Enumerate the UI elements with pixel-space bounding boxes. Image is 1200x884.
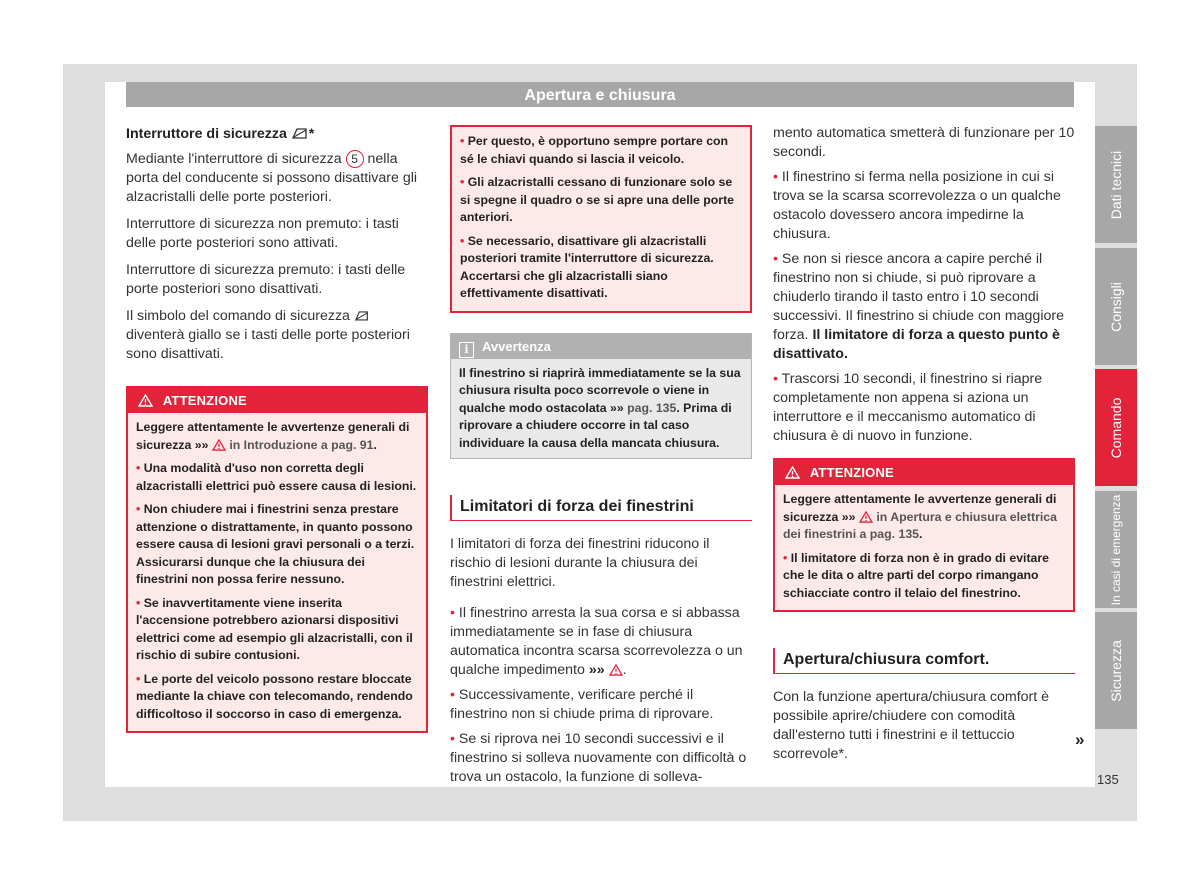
continue-arrow-icon: » [1075, 730, 1085, 749]
warning-bullet: • Non chiudere mai i finestrini senza prestare attenzione o distrattamente, in quanto possono essere causa di lesioni gravi personali o a terzi. Assicurarsi dunque che la chiusura dei finestrini non possa ferire nessuno. [136, 502, 415, 586]
warning-bullet: • Per questo, è opportuno sempre portare con sé le chiavi quando si lascia il veicolo. [460, 134, 729, 166]
warning-body [128, 413, 426, 731]
bullet-item: • Successivamente, verificare perché il finestrino non si chiude prima di riprovare. [450, 687, 714, 722]
paragraph: Mediante l'interruttore di sicurezza 5 nella porta del conducente si possono disattivare gli alzacristalli delle porte posteriori. [126, 151, 418, 205]
warning-bullet: • Gli alzacristalli cessano di funzionare solo se si spegne il quadro o se si apre una delle porte anteriori. [460, 175, 735, 224]
warning-triangle-icon [138, 394, 153, 407]
tab-in-casi-di-emergenza[interactable]: In casi di emergenza [1095, 491, 1137, 608]
callout-number-badge: 5 [346, 150, 364, 168]
paragraph: Interruttore di sicurezza premuto: i tasti delle porte posteriori sono disattivati. [126, 262, 406, 297]
bullet-item: • Il finestrino si ferma nella posizione in cui si trova se la scarsa scorrevolezza o un qualche ostacolo dovessero ancora impedirne la chiusura. [773, 169, 1061, 242]
bullet-item: • Il finestrino arresta la sua corsa e si abbassa immediatamente se in fase di chiusura automatica incontra scarsa scorrevolezza o un qualche impedimento »» . [450, 605, 743, 678]
bullet-item: • Trascorsi 10 secondi, il finestrino si riapre completamente non appena si aziona un interruttore e il meccanismo automatico di chiusura è di nuovo in funzione. [773, 371, 1043, 444]
warning-triangle-icon [859, 511, 873, 523]
warning-box [773, 458, 1075, 612]
bullet-item: • Se non si riesce ancora a capire perché il finestrino non si chiude, si può riprovare a chiuderlo tirando il tasto entro i 10 secondi successivi. Il finestrino si chiude con maggiore forza. Il limitatore di forza a questo punto è disattivato. [773, 251, 1064, 362]
warning-header: ATTENZIONE [128, 388, 426, 413]
bullet-item: • Se si riprova nei 10 secondi successivi e il finestrino si solleva nuovamente con difficoltà o trova un ostacolo, la funzione di solleva- [450, 731, 747, 785]
warning-bullet: • Una modalità d'uso non corretta degli alzacristalli elettrici può essere causa di lesioni. [136, 461, 417, 493]
page-reference-link[interactable]: pag. 135 [627, 400, 677, 415]
section-title: Limitatori di forza dei finestrini [450, 495, 752, 521]
tab-consigli[interactable]: Consigli [1095, 248, 1137, 365]
note-header: i Avvertenza [451, 334, 751, 359]
warning-triangle-icon [609, 664, 623, 676]
warning-intro: Leggere attentamente le avvertenze generali di sicurezza »» in Introduzione a pag. 91. [136, 420, 410, 452]
paragraph: Il simbolo del comando di sicurezza diventerà giallo se i tasti delle porte posteriori sono disattivati. [126, 308, 410, 362]
column-2 [450, 125, 752, 795]
warning-triangle-icon [785, 466, 800, 479]
window-lock-icon [354, 309, 370, 322]
warning-bullet: • Se inavvertitamente viene inserita l'accensione potrebbero azionarsi dispositivi elettrici come ad esempio gli alzacristalli, con il rischio di subire contusioni. [136, 595, 413, 662]
warning-body [452, 127, 750, 311]
window-lock-icon [291, 126, 309, 140]
info-icon: i [459, 342, 474, 358]
column-3 [773, 124, 1075, 772]
warning-body [775, 485, 1073, 610]
warning-intro: Leggere attentamente le avvertenze generali di sicurezza »» in Apertura e chiusura elettrica dei finestrini a pag. 135. [783, 492, 1057, 541]
tab-dati-tecnici[interactable]: Dati tecnici [1095, 126, 1137, 243]
column-1 [126, 125, 428, 741]
page-reference-link[interactable]: in Introduzione a pag. 91 [229, 437, 374, 452]
warning-header: ATTENZIONE [775, 460, 1073, 485]
tab-comando[interactable]: Comando [1095, 369, 1137, 486]
page-header: Apertura e chiusura [126, 82, 1074, 107]
paragraph: mento automatica smetterà di funzionare per 10 secondi. [773, 125, 1075, 160]
section-title: Apertura/chiusura comfort. [773, 648, 1075, 674]
warning-box [126, 386, 428, 733]
warning-bullet: • Se necessario, disattivare gli alzacristalli posteriori tramite l'interruttore di sicurezza. Accertarsi che gli alzacristalli siano effettivamente disattivati. [460, 233, 714, 300]
note-body: Il finestrino si riaprirà immediatamente se la sua chiusura risulta poco scorrevole o viene in qualche modo ostacolata »» pag. 135. Prima di riprovare a chiudere occorre in tal caso individuare la causa della mancata chiusura. [459, 365, 741, 450]
paragraph: I limitatori di forza dei finestrini riducono il rischio di lesioni durante la chiusura dei finestrini elettrici. [450, 536, 710, 590]
section-heading: Interruttore di sicurezza * [126, 126, 315, 142]
warning-box-continued [450, 125, 752, 313]
paragraph: Con la funzione apertura/chiusura comfort è possibile aprire/chiudere con comodità dall'esterno tutti i finestrini e il tettuccio scorrevole*. [773, 689, 1050, 762]
page-reference-link[interactable]: in Apertura e chiusura elettrica dei finestrini a pag. 135 [783, 509, 1057, 541]
paragraph: Interruttore di sicurezza non premuto: i tasti delle porte posteriori sono attivati. [126, 216, 399, 251]
warning-bullet: • Il limitatore di forza non è in grado di evitare che le dita o altre parti del corpo rimangano schiacciate contro il telaio del finestrino. [783, 550, 1050, 600]
tab-sicurezza[interactable]: Sicurezza [1095, 612, 1137, 729]
warning-bullet: • Le porte del veicolo possono restare bloccate mediante la chiave con telecomando, rendendo difficoltoso il soccorso in caso di emergenza. [136, 671, 413, 721]
note-box [450, 333, 752, 460]
page-number: 135 [1097, 772, 1119, 787]
warning-triangle-icon [212, 439, 226, 451]
